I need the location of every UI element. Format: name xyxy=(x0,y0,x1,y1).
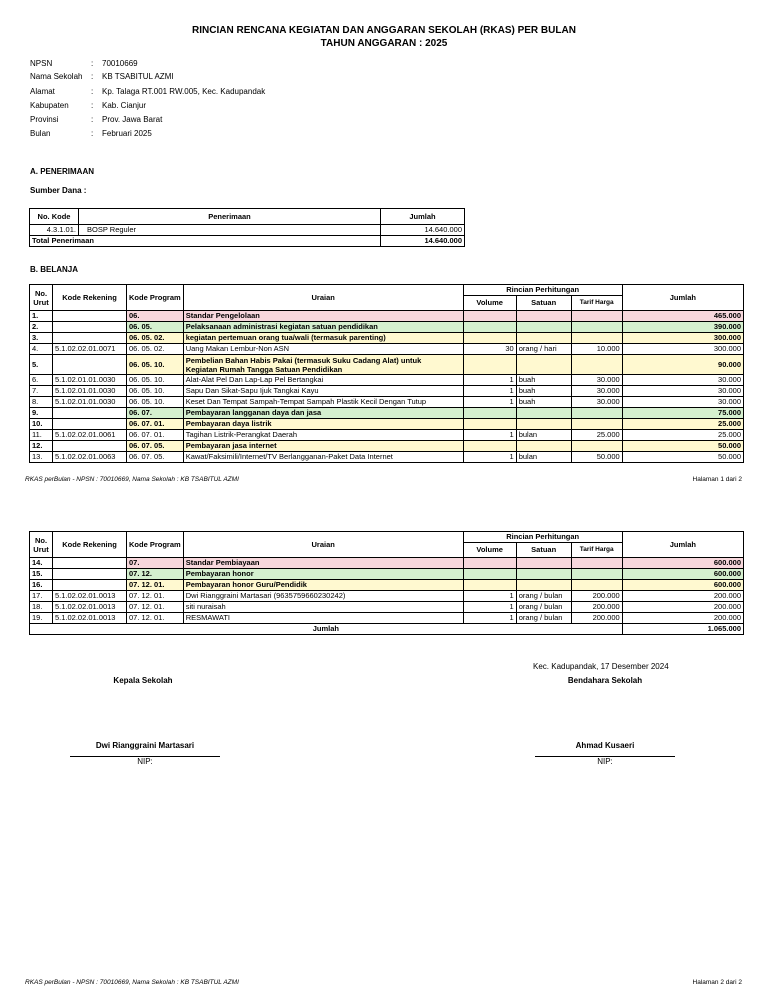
table-row xyxy=(30,602,744,613)
jumlah-cell: 465.000 xyxy=(622,311,743,322)
header-no-urut: No. Urut xyxy=(30,532,53,558)
table-row xyxy=(30,397,744,408)
satuan-cell: orang / bulan xyxy=(516,613,571,624)
total-row xyxy=(30,236,465,247)
uraian-line-1: Pembelian Bahan Habis Pakai (termasuk Suku Cadang Alat) untuk xyxy=(185,355,422,365)
tarif-cell xyxy=(571,355,622,375)
no-urut-cell: 7. xyxy=(30,386,53,397)
info-key: Provinsi xyxy=(30,115,59,124)
header-kode-rekening: Kode Rekening xyxy=(53,532,127,558)
jumlah-cell: 600.000 xyxy=(622,580,743,591)
bendahara-role: Bendahara Sekolah xyxy=(567,676,643,685)
satuan-cell: buah xyxy=(516,375,571,386)
table-row xyxy=(30,322,744,333)
kode-program-cell: 06. 07. 01. xyxy=(127,430,184,441)
tarif-cell xyxy=(571,569,622,580)
satuan-cell xyxy=(516,322,571,333)
jumlah-cell: 30.000 xyxy=(622,386,743,397)
kode-rekening-cell xyxy=(53,311,127,322)
header-penerimaan: Penerimaan xyxy=(79,209,381,225)
uraian-cell: Standar Pengelolaan xyxy=(183,311,463,322)
no-urut-cell: 16. xyxy=(30,580,53,591)
satuan-cell xyxy=(516,580,571,591)
total-value: 1.065.000 xyxy=(622,624,743,635)
volume-cell xyxy=(463,355,516,375)
belanja-table-page-2 xyxy=(29,531,744,635)
uraian-cell: Keset Dan Tempat Sampah-Tempat Sampah Plastik Kecil Dengan Tutup xyxy=(183,397,463,408)
kode-rekening-cell: 5.1.02.01.01.0030 xyxy=(53,375,127,386)
volume-cell xyxy=(463,408,516,419)
kode-rekening-cell xyxy=(53,558,127,569)
header-uraian: Uraian xyxy=(183,532,463,558)
uraian-cell: kegiatan pertemuan orang tua/wali (termasuk parenting) xyxy=(183,333,463,344)
document-subtitle: TAHUN ANGGARAN : 2025 xyxy=(320,38,448,49)
satuan-cell xyxy=(516,441,571,452)
info-key: NPSN xyxy=(30,59,53,68)
kode-rekening-cell: 5.1.02.02.01.0061 xyxy=(53,430,127,441)
no-urut-cell: 11. xyxy=(30,430,53,441)
jumlah-cell: 90.000 xyxy=(622,355,743,375)
jumlah-cell: 300.000 xyxy=(622,333,743,344)
footer-left-page-1: RKAS perBulan - NPSN : 70010669, Nama Sekolah : KB TSABITUL AZMI xyxy=(25,476,239,483)
jumlah-cell: 200.000 xyxy=(622,602,743,613)
uraian-cell: Pembayaran langganan daya dan jasa xyxy=(183,408,463,419)
tarif-cell: 25.000 xyxy=(571,430,622,441)
footer-left-page-2: RKAS perBulan - NPSN : 70010669, Nama Sekolah : KB TSABITUL AZMI xyxy=(25,979,239,986)
uraian-cell: Standar Pembiayaan xyxy=(183,558,463,569)
kode-program-cell: 06. 07. 05. xyxy=(127,441,184,452)
table-row xyxy=(30,430,744,441)
kode-rekening-cell: 5.1.02.02.01.0013 xyxy=(53,602,127,613)
kode-rekening-cell: 5.1.02.02.01.0071 xyxy=(53,344,127,355)
no-urut-cell: 14. xyxy=(30,558,53,569)
info-key: Kabupaten xyxy=(30,101,69,110)
header-tarif: Tarif Harga xyxy=(571,296,622,311)
header-kode-program: Kode Program xyxy=(127,285,184,311)
no-urut-cell: 3. xyxy=(30,333,53,344)
penerimaan-cell: BOSP Reguler xyxy=(79,225,381,236)
sumber-dana-label: Sumber Dana : xyxy=(30,186,87,195)
kode-cell: 4.3.1.01. xyxy=(30,225,79,236)
volume-cell xyxy=(463,558,516,569)
jumlah-cell: 50.000 xyxy=(622,452,743,463)
header-no-kode: No. Kode xyxy=(30,209,79,225)
jumlah-cell: 14.640.000 xyxy=(381,225,465,236)
penerimaan-table xyxy=(29,208,465,247)
satuan-cell: buah xyxy=(516,397,571,408)
total-label: Total Penerimaan xyxy=(30,236,381,247)
jumlah-cell: 75.000 xyxy=(622,408,743,419)
table-row xyxy=(30,375,744,386)
volume-cell: 30 xyxy=(463,344,516,355)
kode-program-cell: 06. 07. 01. xyxy=(127,419,184,430)
tarif-cell: 30.000 xyxy=(571,375,622,386)
table-row xyxy=(30,311,744,322)
header-satuan: Satuan xyxy=(516,543,571,558)
kode-rekening-cell xyxy=(53,408,127,419)
uraian-cell xyxy=(183,355,463,375)
document-title: RINCIAN RENCANA KEGIATAN DAN ANGGARAN SEKOLAH (RKAS) PER BULAN xyxy=(192,25,576,36)
kode-program-cell: 06. 05. 10. xyxy=(127,397,184,408)
no-urut-cell: 18. xyxy=(30,602,53,613)
info-value: Prov. Jawa Barat xyxy=(102,115,163,124)
satuan-cell xyxy=(516,558,571,569)
volume-cell: 1 xyxy=(463,386,516,397)
no-urut-cell: 6. xyxy=(30,375,53,386)
kode-program-cell: 06. 05. xyxy=(127,322,184,333)
uraian-cell: Uang Makan Lembur-Non ASN xyxy=(183,344,463,355)
no-urut-cell: 9. xyxy=(30,408,53,419)
uraian-cell: Pembayaran daya listrik xyxy=(183,419,463,430)
info-value: Kab. Cianjur xyxy=(102,101,147,110)
jumlah-cell: 390.000 xyxy=(622,322,743,333)
volume-cell: 1 xyxy=(463,397,516,408)
info-key: Nama Sekolah xyxy=(30,72,83,81)
place-date: Kec. Kadupandak, 17 Desember 2024 xyxy=(533,662,669,671)
info-key: Bulan xyxy=(30,129,51,138)
volume-cell: 1 xyxy=(463,613,516,624)
satuan-cell: orang / bulan xyxy=(516,602,571,613)
tarif-cell xyxy=(571,558,622,569)
volume-cell xyxy=(463,333,516,344)
jumlah-cell: 200.000 xyxy=(622,591,743,602)
satuan-cell xyxy=(516,311,571,322)
info-value: 70010669 xyxy=(102,59,138,68)
volume-cell xyxy=(463,311,516,322)
tarif-cell xyxy=(571,580,622,591)
uraian-cell: Pembayaran jasa internet xyxy=(183,441,463,452)
nip-left: NIP: xyxy=(137,757,153,766)
volume-cell: 1 xyxy=(463,591,516,602)
kode-program-cell: 07. 12. xyxy=(127,569,184,580)
no-urut-cell: 13. xyxy=(30,452,53,463)
tarif-cell xyxy=(571,408,622,419)
no-urut-cell: 12. xyxy=(30,441,53,452)
table-row xyxy=(30,344,744,355)
jumlah-cell: 600.000 xyxy=(622,558,743,569)
uraian-cell: Pembayaran honor Guru/Pendidik xyxy=(183,580,463,591)
satuan-cell: orang / bulan xyxy=(516,591,571,602)
kode-rekening-cell xyxy=(53,333,127,344)
info-key: Alamat xyxy=(30,87,55,96)
table-row xyxy=(30,558,744,569)
total-label: Jumlah xyxy=(30,624,623,635)
kepala-sekolah-name: Dwi Rianggraini Martasari xyxy=(95,741,195,750)
no-urut-cell: 1. xyxy=(30,311,53,322)
table-row xyxy=(30,441,744,452)
volume-cell xyxy=(463,419,516,430)
kode-rekening-cell: 5.1.02.01.01.0030 xyxy=(53,397,127,408)
kode-rekening-cell xyxy=(53,355,127,375)
kode-rekening-cell xyxy=(53,580,127,591)
header-jumlah: Jumlah xyxy=(622,532,743,558)
kode-rekening-cell xyxy=(53,441,127,452)
no-urut-cell: 8. xyxy=(30,397,53,408)
kode-rekening-cell xyxy=(53,322,127,333)
volume-cell xyxy=(463,441,516,452)
volume-cell xyxy=(463,569,516,580)
uraian-cell: Dwi Rianggraini Martasari (9635759660230242) xyxy=(183,591,463,602)
table-row xyxy=(30,591,744,602)
footer-page-number-2: Halaman 2 dari 2 xyxy=(692,979,742,986)
tarif-cell xyxy=(571,441,622,452)
header-rincian: Rincian Perhitungan xyxy=(463,532,622,543)
table-row xyxy=(30,580,744,591)
kode-program-cell: 06. 05. 10. xyxy=(127,355,184,375)
tarif-cell xyxy=(571,322,622,333)
satuan-cell: bulan xyxy=(516,430,571,441)
header-uraian: Uraian xyxy=(183,285,463,311)
kode-rekening-cell: 5.1.02.02.01.0013 xyxy=(53,613,127,624)
header-tarif: Tarif Harga xyxy=(571,543,622,558)
uraian-cell: RESMAWATI xyxy=(183,613,463,624)
total-value: 14.640.000 xyxy=(381,236,465,247)
volume-cell: 1 xyxy=(463,375,516,386)
tarif-cell xyxy=(571,311,622,322)
no-urut-cell: 17. xyxy=(30,591,53,602)
tarif-cell: 200.000 xyxy=(571,613,622,624)
tarif-cell xyxy=(571,419,622,430)
uraian-cell: Pembayaran honor xyxy=(183,569,463,580)
volume-cell: 1 xyxy=(463,452,516,463)
no-urut-cell: 2. xyxy=(30,322,53,333)
nip-right: NIP: xyxy=(597,757,613,766)
kode-program-cell: 07. 12. 01. xyxy=(127,613,184,624)
volume-cell: 1 xyxy=(463,602,516,613)
kode-program-cell: 06. 05. 02. xyxy=(127,333,184,344)
no-urut-cell: 19. xyxy=(30,613,53,624)
header-kode-program: Kode Program xyxy=(127,532,184,558)
info-value: Februari 2025 xyxy=(102,129,152,138)
jumlah-cell: 25.000 xyxy=(622,419,743,430)
volume-cell xyxy=(463,322,516,333)
belanja-table-page-1 xyxy=(29,284,744,463)
header-jumlah: Jumlah xyxy=(381,209,465,225)
table-row xyxy=(30,613,744,624)
uraian-cell: Kawat/Faksimili/Internet/TV Berlangganan-Paket Data Internet xyxy=(183,452,463,463)
header-jumlah: Jumlah xyxy=(622,285,743,311)
kode-rekening-cell: 5.1.02.02.01.0013 xyxy=(53,591,127,602)
tarif-cell: 30.000 xyxy=(571,386,622,397)
tarif-cell: 30.000 xyxy=(571,397,622,408)
uraian-cell: Alat-Alat Pel Dan Lap-Lap Pel Bertangkai xyxy=(183,375,463,386)
bendahara-name: Ahmad Kusaeri xyxy=(575,741,635,750)
table-row xyxy=(30,386,744,397)
jumlah-cell: 25.000 xyxy=(622,430,743,441)
kode-program-cell: 06. xyxy=(127,311,184,322)
footer-page-number-1: Halaman 1 dari 2 xyxy=(692,476,742,483)
tarif-cell: 50.000 xyxy=(571,452,622,463)
kode-program-cell: 06. 07. xyxy=(127,408,184,419)
info-value: Kp. Talaga RT.001 RW.005, Kec. Kadupandak xyxy=(102,87,266,96)
tarif-cell: 10.000 xyxy=(571,344,622,355)
header-volume: Volume xyxy=(463,543,516,558)
kode-rekening-cell xyxy=(53,419,127,430)
header-no-urut: No. Urut xyxy=(30,285,53,311)
tarif-cell xyxy=(571,333,622,344)
kode-program-cell: 06. 07. 05. xyxy=(127,452,184,463)
jumlah-cell: 30.000 xyxy=(622,397,743,408)
table-row xyxy=(30,408,744,419)
satuan-cell xyxy=(516,569,571,580)
table-row xyxy=(30,452,744,463)
volume-cell: 1 xyxy=(463,430,516,441)
uraian-cell: siti nuraisah xyxy=(183,602,463,613)
section-penerimaan-title: A. PENERIMAAN xyxy=(30,167,95,176)
satuan-cell xyxy=(516,419,571,430)
satuan-cell xyxy=(516,333,571,344)
kode-program-cell: 06. 05. 10. xyxy=(127,375,184,386)
jumlah-cell: 600.000 xyxy=(622,569,743,580)
kode-program-cell: 07. 12. 01. xyxy=(127,591,184,602)
info-value: KB TSABITUL AZMI xyxy=(102,72,174,81)
kode-program-cell: 07. 12. 01. xyxy=(127,580,184,591)
header-satuan: Satuan xyxy=(516,296,571,311)
kode-program-cell: 07. 12. 01. xyxy=(127,602,184,613)
uraian-cell: Sapu Dan Sikat-Sapu Ijuk Tangkai Kayu xyxy=(183,386,463,397)
tarif-cell: 200.000 xyxy=(571,591,622,602)
no-urut-cell: 15. xyxy=(30,569,53,580)
no-urut-cell: 10. xyxy=(30,419,53,430)
header-rincian: Rincian Perhitungan xyxy=(463,285,622,296)
total-row xyxy=(30,624,744,635)
table-row xyxy=(30,355,744,375)
kepala-sekolah-role: Kepala Sekolah xyxy=(113,676,173,685)
kode-program-cell: 06. 05. 02. xyxy=(127,344,184,355)
table-row xyxy=(30,225,465,236)
kode-program-cell: 07. xyxy=(127,558,184,569)
uraian-line-2: Kegiatan Rumah Tangga Satuan Pendidikan xyxy=(185,364,343,374)
table-row xyxy=(30,333,744,344)
kode-rekening-cell xyxy=(53,569,127,580)
satuan-cell: buah xyxy=(516,386,571,397)
table-row xyxy=(30,569,744,580)
section-belanja-title: B. BELANJA xyxy=(30,265,79,274)
satuan-cell: bulan xyxy=(516,452,571,463)
volume-cell xyxy=(463,580,516,591)
satuan-cell xyxy=(516,408,571,419)
table-row xyxy=(30,419,744,430)
no-urut-cell: 4. xyxy=(30,344,53,355)
satuan-cell xyxy=(516,355,571,375)
jumlah-cell: 300.000 xyxy=(622,344,743,355)
header-volume: Volume xyxy=(463,296,516,311)
uraian-cell: Pelaksanaan administrasi kegiatan satuan pendidikan xyxy=(183,322,463,333)
header-kode-rekening: Kode Rekening xyxy=(53,285,127,311)
no-urut-cell: 5. xyxy=(30,355,53,375)
jumlah-cell: 30.000 xyxy=(622,375,743,386)
satuan-cell: orang / hari xyxy=(516,344,571,355)
kode-rekening-cell: 5.1.02.02.01.0063 xyxy=(53,452,127,463)
uraian-cell: Tagihan Listrik-Perangkat Daerah xyxy=(183,430,463,441)
jumlah-cell: 50.000 xyxy=(622,441,743,452)
jumlah-cell: 200.000 xyxy=(622,613,743,624)
tarif-cell: 200.000 xyxy=(571,602,622,613)
kode-program-cell: 06. 05. 10. xyxy=(127,386,184,397)
kode-rekening-cell: 5.1.02.01.01.0030 xyxy=(53,386,127,397)
